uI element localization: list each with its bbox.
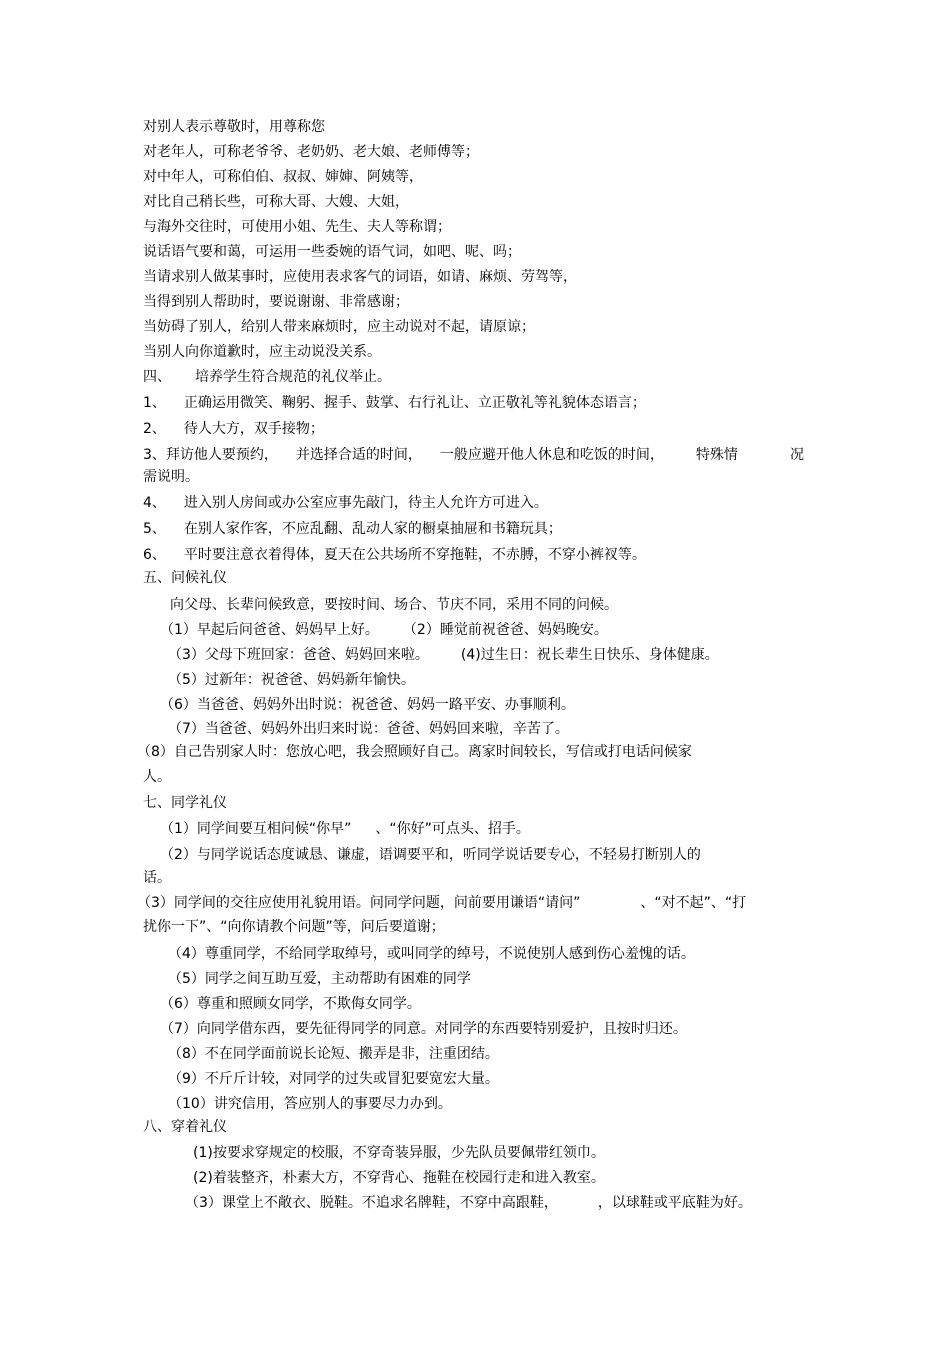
item-number: 1、 (143, 395, 166, 411)
item-text: 在别人家作客，不应乱翻、乱动人家的橱桌抽屉和书籍玩具； (183, 521, 562, 537)
intro-line-7: 当请求别人做某事时，应使用表求客气的词语，如请、麻烦、劳驾等， (143, 269, 577, 285)
section-5-line-6-cont: 人。 (143, 769, 171, 785)
item-text-a: （3）课堂上不敞衣、脱鞋。不追求名牌鞋，不穿中高跟鞋， (185, 1195, 558, 1211)
item-number: 2、 (143, 421, 166, 437)
section-5-intro: 向父母、长辈问候致意，要按时间、场合、节庆不同，采用不同的问候。 (170, 597, 618, 613)
intro-line-8: 当得到别人帮助时，要说谢谢、非常感谢； (143, 294, 409, 310)
section-7-item-2-cont: 话。 (143, 870, 171, 886)
section-7-item-3-cont: 扰你一下”、“向你请教个问题”等，问后要道谢； (143, 919, 445, 935)
item-text-a: 拜访他人要预约， (165, 447, 278, 463)
section-4-item-6 (143, 545, 646, 565)
section-7-item-7: （7）向同学借东西，要先征得同学的同意。对同学的东西要特别爱护，且按时归还。 (160, 1021, 687, 1037)
section-7-item-8: （8）不在同学面前说长论短、搬弄是非，注重团结。 (168, 1046, 499, 1062)
item-text-a: （1）同学间要互相问候“你早” (160, 821, 352, 837)
section-8-item-1: (1)按要求穿规定的校服，不穿奇装异服，少先队员要佩带红领巾。 (193, 1145, 605, 1161)
item-text-b: 、“对不起”、“打 (640, 895, 747, 911)
greeting-3: （3）父母下班回家：爸爸、妈妈回来啦。 (168, 647, 429, 663)
section-7-item-6: （6）尊重和照顾女同学，不欺侮女同学。 (160, 996, 421, 1012)
item-number: 6、 (143, 547, 166, 563)
section-7-item-4: （4）尊重同学，不给同学取绰号，或叫同学的绰号，不说使别人感到伤心羞愧的话。 (168, 946, 695, 962)
greeting-1: （1）早起后问爸爸、妈妈早上好。 (160, 622, 379, 638)
item-text-d: 特殊情 (695, 447, 738, 463)
section-5-line-2 (168, 645, 719, 665)
section-5-line-3: （5）过新年：祝爸爸、妈妈新年愉快。 (168, 672, 415, 688)
item-text: 平时要注意衣着得体，夏天在公共场所不穿拖鞋，不赤膊，不穿小裤衩等。 (183, 547, 646, 563)
section-5-line-6: （8）自己告别家人时：您放心吧，我会照顾好自己。离家时间较长，写信或打电话问候家 (137, 744, 692, 760)
section-7-heading: 七、同学礼仪 (143, 795, 227, 811)
item-number: 5、 (143, 521, 166, 537)
intro-line-10: 当别人向你道歉时，应主动说没关系。 (143, 344, 381, 360)
intro-line-2: 对老年人，可称老爷爷、老奶奶、老大娘、老师傅等； (143, 144, 479, 160)
section-8-item-2: (2)着装整齐，朴素大方，不穿背心、拖鞋在校园行走和进入教室。 (193, 1170, 605, 1186)
item-text-b: 并选择合适的时间， (295, 447, 422, 463)
item-number: 4、 (143, 495, 166, 511)
item-text: 待人大方，双手接物； (183, 421, 324, 437)
section-5-line-1 (160, 620, 608, 640)
item-text: 正确运用微笑、鞠躬、握手、鼓掌、右行礼让、立正敬礼等礼貌体态语言； (183, 395, 646, 411)
item-text: 进入别人房间或办公室应事先敲门，待主人允许方可进入。 (183, 495, 548, 511)
intro-line-4: 对比自己稍长些，可称大哥、大嫂、大姐， (143, 194, 409, 210)
section-4-item-4 (143, 493, 548, 513)
item-text-b: ，以球鞋或平底鞋为好。 (597, 1195, 752, 1211)
section-8-item-3 (185, 1193, 752, 1213)
section-4-item-1 (143, 393, 646, 413)
section-5-line-4: （6）当爸爸、妈妈外出时说：祝爸爸、妈妈一路平安、办事顺利。 (160, 697, 575, 713)
item-text-a: （3）同学间的交往应使用礼貌用语。问同学问题，问前要用谦语“请问” (137, 895, 581, 911)
intro-line-9: 当妨碍了别人，给别人带来麻烦时，应主动说对不起，请原谅； (143, 319, 535, 335)
section-7-item-2: （2）与同学说话态度诚恳、谦虚，语调要平和，听同学说话要专心，不轻易打断别人的 (160, 847, 701, 863)
item-text-b: 、“你好”可点头、招手。 (375, 821, 530, 837)
greeting-2: （2）睡觉前祝爸爸、妈妈晚安。 (402, 622, 608, 638)
section-8-heading: 八、穿着礼仪 (143, 1119, 227, 1135)
intro-line-3: 对中年人，可称伯伯、叔叔、婶婶、阿姨等， (143, 169, 423, 185)
intro-line-1: 对别人表示尊敬时，用尊称您 (143, 119, 325, 135)
intro-line-6: 说话语气要和蔼，可运用一些委婉的语气词，如吧、呢、吗； (143, 244, 521, 260)
section-5-heading: 五、问候礼仪 (143, 570, 227, 586)
section-4-item-3-end: 况 (790, 447, 804, 463)
section-4-item-5 (143, 519, 562, 539)
section-7-item-3 (137, 893, 746, 913)
item-number: 3、 (143, 447, 166, 463)
section-4-item-3 (143, 445, 738, 465)
section-4-item-3-cont: 需说明。 (143, 469, 199, 485)
section-4-number: 四、 (143, 369, 171, 385)
item-text-c: 一般应避开他人休息和吃饭的时间， (439, 447, 664, 463)
section-5-line-5: （7）当爸爸、妈妈外出归来时说：爸爸、妈妈回来啦，辛苦了。 (168, 721, 569, 737)
section-4-title: 培养学生符合规范的礼仪举止。 (195, 369, 391, 385)
intro-line-5: 与海外交往时，可使用小姐、先生、夫人等称谓； (143, 219, 451, 235)
section-4-item-2 (143, 419, 324, 439)
section-7-item-1 (160, 819, 530, 839)
greeting-4: (4)过生日：祝长辈生日快乐、身体健康。 (460, 647, 719, 663)
section-7-item-10: （10）讲究信用，答应别人的事要尽力办到。 (168, 1096, 452, 1112)
section-4-heading (143, 367, 391, 387)
section-7-item-5: （5）同学之间互助互爱，主动帮助有困难的同学 (168, 971, 471, 987)
section-7-item-9: （9）不斤斤计较，对同学的过失或冒犯要宽宏大量。 (168, 1071, 499, 1087)
